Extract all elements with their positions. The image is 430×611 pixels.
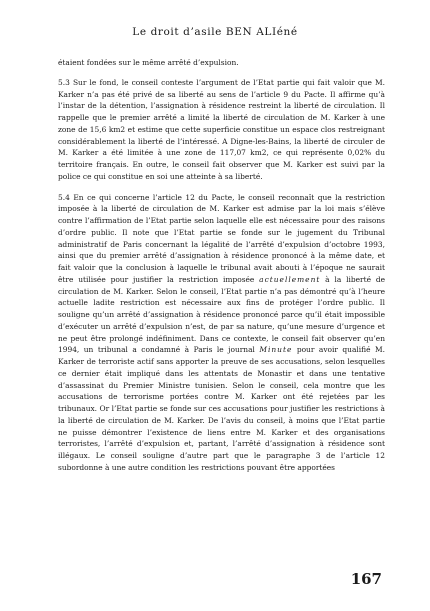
- page-number: 167: [350, 570, 382, 588]
- body-text: [58, 57, 385, 483]
- running-header-title: Le droit d’asile BEN ALIéné: [132, 26, 298, 38]
- paragraph-5-3: 5.3 Sur le fond, le conseil conteste l’argument de l’Etat partie qui fait valoir que M. Karker n’a pas été privé de sa liberté au sens de l’article 9 du Pacte. Il affirme qu’à l’instar de la détention, l’assignation à résidence restreint la liberté de circulation. Il rappelle que le premier arrêté a limité la liberté de circulation de M. Karker à une zone de 15,6 km2 et estime que cette superficie constitue un espace clos restreignant considérablement la liberté de l’intéressé. A Digne-les-Bains, la liberté de circuler de M. Karker a été limitée à une zone de 117,07 km2, ce qui représente 0,02% du territoire français. En outre, le conseil fait observer que M. Karker est suivi par la police ce qui constitue en soi une atteinte à sa liberté.: [58, 77, 385, 181]
- paragraph-5-4-part-1: 5.4 En ce qui concerne l’article 12 du Pacte, le conseil reconnaît que la restriction imposée à la liberté de circulation de M. Karker est admise par la loi mais s’élève contre l’affirmation de l’Etat partie selon laquelle elle est nécessaire pour des raisons d’ordre public. Il note que l’Etat partie se fonde sur le jugement du Tribunal administratif de Paris concernant la légalité de l’arrêté d’expulsion d’octobre 1993, ainsi que du premier arrêté d’assignation à résidence prononcé à la même date, et fait valoir que la conclusion à laquelle le tribunal avait abouti à l’époque ne saurait être utilisée pour justifier la restriction imposée: [58, 192, 385, 284]
- paragraph-5-4: [58, 192, 385, 474]
- paragraph-5-4-part-2: à la liberté de circulation de M. Karker. Selon le conseil, l’Etat partie n’a pas démontré qu’à l’heure actuelle ladite restriction est nécessaire aux fins de protéger l’ordre public. Il souligne qu’un arrêté d’assignation à résidence prononcé parce qu’il était impossible d’exécuter un arrêté d’expulsion n’est, de par sa nature, qu’une mesure d’urgence et ne peut être prolongé indéfiniment. Dans ce contexte, le conseil fait observer qu’en 1994, un tribunal a condamné à Paris le journal: [58, 274, 385, 355]
- paragraph-5-4-part-3: pour avoir qualifié M. Karker de terroriste actif sans apporter la preuve de ses accusations, selon lesquelles ce dernier était impliqué dans les attentats de Monastir et dans une tentative d’assassinat du Premier Ministre tunisien. Selon le conseil, cela montre que les accusations de terrorisme portées contre M. Karker ont été rejetées par les tribunaux. Or l’Etat partie se fonde sur ces accusations pour justifier les restrictions à la liberté de circulation de M. Karker. De l’avis du conseil, à moins que l’Etat partie ne puisse démontrer l’existence de liens entre M. Karker et des organisations terroristes, l’arrêté d’expulsion et, partant, l’arrêté d’assignation à résidence sont illégaux. Le conseil souligne d’autre part que le paragraphe 3 de l’article 12 subordonne à une autre condition les restrictions pouvant être apportées: [58, 345, 385, 472]
- paragraph-continuation: étaient fondées sur le même arrêté d’expulsion.: [58, 58, 239, 67]
- emphasis-minute: Minute: [259, 345, 293, 355]
- emphasis-actuellement: actuellement: [259, 274, 321, 284]
